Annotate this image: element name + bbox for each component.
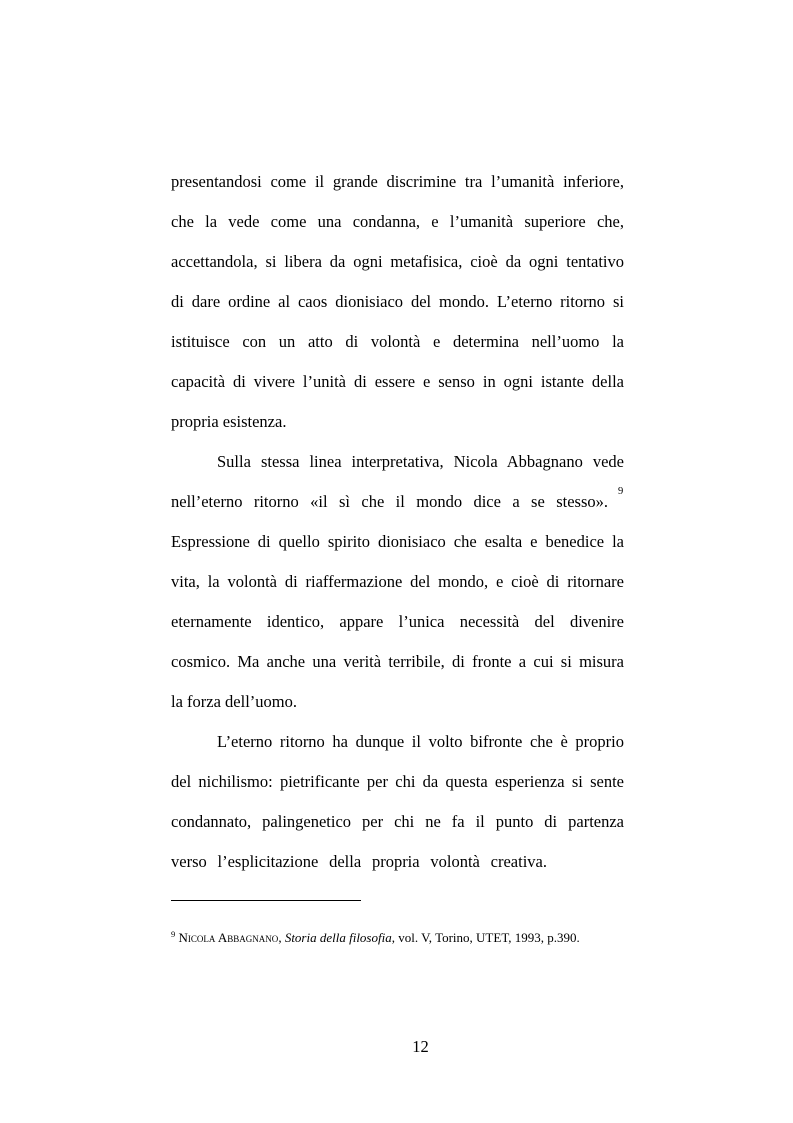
body-line: di dare ordine al caos dionisiaco del mondo. L’eterno ritorno si: [171, 292, 624, 311]
footnote-author: Nicola Abbagnano: [178, 930, 279, 945]
body-line-indented: L’eterno ritorno ha dunque il volto bifronte che è proprio: [217, 732, 624, 751]
body-line: la forza dell’uomo.: [171, 692, 297, 711]
body-line: presentandosi come il grande discrimine tra l’umanità inferiore,: [171, 172, 624, 191]
body-line-indented: Sulla stessa linea interpretativa, Nicola Abbagnano vede: [217, 452, 624, 471]
body-line: cosmico. Ma anche una verità terribile, di fronte a cui si misura: [171, 652, 624, 671]
body-line-text: nell’eterno ritorno «il sì che il mondo dice a se stesso».: [171, 492, 608, 511]
body-line: che la vede come una condanna, e l’umanità superiore che,: [171, 212, 624, 231]
body-line: istituisce con un atto di volontà e determina nell’uomo la: [171, 332, 624, 351]
body-line: propria esistenza.: [171, 412, 287, 431]
footnote-separator: [171, 900, 361, 901]
footnote: [171, 930, 580, 946]
body-line: eternamente identico, appare l’unica necessità del divenire: [171, 612, 624, 631]
body-line-with-footnote-ref: nell’eterno ritorno «il sì che il mondo dice a se stesso». 9: [171, 486, 624, 511]
body-line: del nichilismo: pietrificante per chi da questa esperienza si sente: [171, 772, 624, 791]
page-number: 12: [412, 1037, 429, 1056]
body-line: vita, la volontà di riaffermazione del mondo, e cioè di ritornare: [171, 572, 624, 591]
body-line: capacità di vivere l’unità di essere e senso in ogni istante della: [171, 372, 624, 391]
footnote-details: , vol. V, Torino, UTET, 1993, p.390.: [391, 930, 580, 945]
footnote-separator-comma: ,: [278, 930, 282, 945]
body-line: condannato, palingenetico per chi ne fa il punto di partenza: [171, 812, 624, 831]
footnote-title: Storia della filosofia: [284, 930, 392, 945]
body-line: accettandola, si libera da ogni metafisica, cioè da ogni tentativo: [171, 252, 624, 271]
body-line: Espressione di quello spirito dionisiaco che esalta e benedice la: [171, 532, 624, 551]
body-line: verso l’esplicitazione della propria volontà creativa.: [171, 852, 547, 871]
footnote-marker: 9: [171, 929, 176, 939]
